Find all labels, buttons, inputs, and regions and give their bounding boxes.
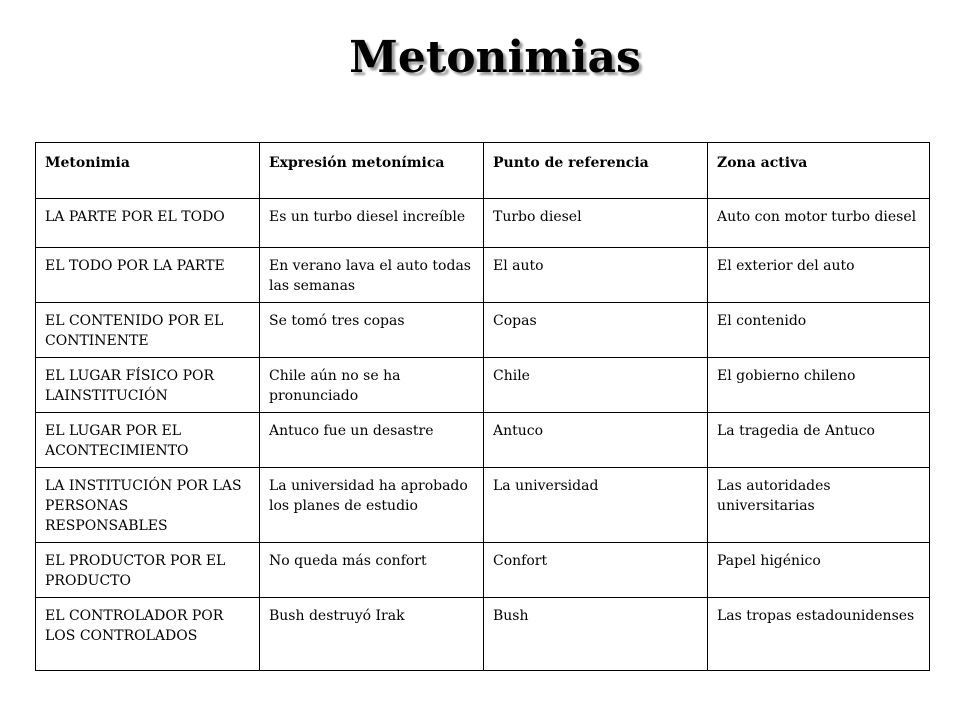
table-row: [36, 598, 930, 671]
cell-metonimia: EL LUGAR FÍSICO POR LAINSTITUCIÓN: [36, 358, 260, 413]
cell-punto-referencia: El auto: [484, 248, 708, 303]
header-metonimia: Metonimia: [36, 143, 260, 199]
table-row: [36, 543, 930, 598]
cell-expresion: Se tomó tres copas: [260, 303, 484, 358]
cell-punto-referencia: Copas: [484, 303, 708, 358]
cell-zona-activa: Papel higénico: [708, 543, 930, 598]
cell-expresion: La universidad ha aprobado los planes de estudio: [260, 468, 484, 543]
cell-expresion: Antuco fue un desastre: [260, 413, 484, 468]
cell-punto-referencia: Turbo diesel: [484, 199, 708, 248]
cell-metonimia: EL CONTROLADOR POR LOS CONTROLADOS: [36, 598, 260, 671]
table-row: [36, 199, 930, 248]
table-row: [36, 468, 930, 543]
header-expresion-metonimica: Expresión metonímica: [260, 143, 484, 199]
cell-punto-referencia: Bush: [484, 598, 708, 671]
metonymy-table: [35, 142, 930, 671]
cell-punto-referencia: Antuco: [484, 413, 708, 468]
cell-expresion: En verano lava el auto todas las semanas: [260, 248, 484, 303]
header-zona-activa: Zona activa: [708, 143, 930, 199]
cell-punto-referencia: Chile: [484, 358, 708, 413]
cell-metonimia: EL PRODUCTOR POR EL PRODUCTO: [36, 543, 260, 598]
cell-metonimia: EL LUGAR POR EL ACONTECIMIENTO: [36, 413, 260, 468]
cell-zona-activa: Las autoridades universitarias: [708, 468, 930, 543]
cell-zona-activa: El contenido: [708, 303, 930, 358]
cell-zona-activa: El gobierno chileno: [708, 358, 930, 413]
cell-expresion: Bush destruyó Irak: [260, 598, 484, 671]
table-row: [36, 248, 930, 303]
cell-zona-activa: Auto con motor turbo diesel: [708, 199, 930, 248]
cell-expresion: Es un turbo diesel increíble: [260, 199, 484, 248]
cell-metonimia: EL TODO POR LA PARTE: [36, 248, 260, 303]
cell-zona-activa: La tragedia de Antuco: [708, 413, 930, 468]
cell-metonimia: EL CONTENIDO POR EL CONTINENTE: [36, 303, 260, 358]
cell-expresion: No queda más confort: [260, 543, 484, 598]
slide-title: Metonimias: [349, 32, 641, 83]
table-row: [36, 413, 930, 468]
table-row: [36, 358, 930, 413]
cell-zona-activa: Las tropas estadounidenses: [708, 598, 930, 671]
table-header-row: [36, 143, 930, 199]
cell-metonimia: LA INSTITUCIÓN POR LAS PERSONAS RESPONSABLES: [36, 468, 260, 543]
cell-expresion: Chile aún no se ha pronunciado: [260, 358, 484, 413]
cell-metonimia: LA PARTE POR EL TODO: [36, 199, 260, 248]
header-punto-de-referencia: Punto de referencia: [484, 143, 708, 199]
cell-punto-referencia: Confort: [484, 543, 708, 598]
cell-punto-referencia: La universidad: [484, 468, 708, 543]
cell-zona-activa: El exterior del auto: [708, 248, 930, 303]
table-row: [36, 303, 930, 358]
